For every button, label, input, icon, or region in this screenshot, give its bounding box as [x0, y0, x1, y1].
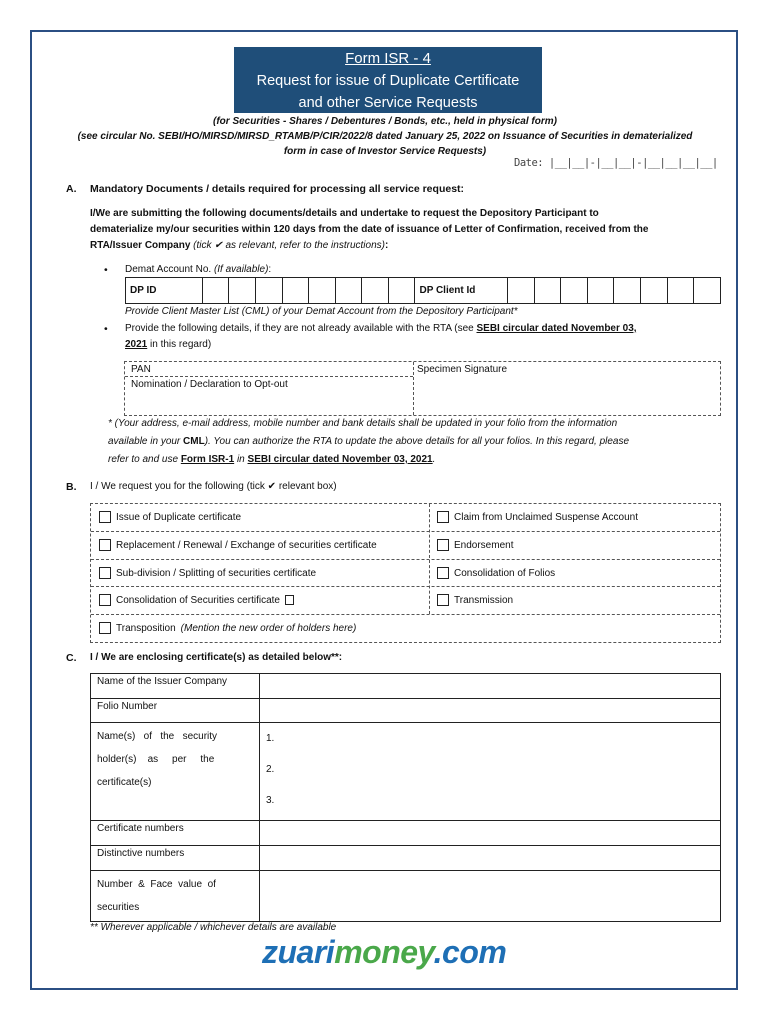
face-value-input[interactable]	[260, 871, 721, 922]
checkbox[interactable]	[99, 511, 111, 523]
option-sub-division[interactable]	[99, 567, 316, 579]
option-label: Claim from Unclaimed Suspense Account	[454, 511, 638, 523]
option-claim-unclaimed[interactable]	[437, 511, 638, 523]
bullet-icon: •	[104, 264, 108, 276]
holder-names-input[interactable]	[260, 723, 721, 821]
divider	[91, 586, 720, 587]
sebi-circular-link[interactable]: SEBI circular dated November 03,	[476, 323, 637, 334]
logo-part: zuari	[262, 934, 335, 970]
checkbox[interactable]	[437, 539, 449, 551]
section-b-letter: B.	[66, 481, 77, 493]
checkbox[interactable]	[437, 511, 449, 523]
dp-id-box[interactable]	[202, 278, 229, 304]
option-label: Consolidation of Folios	[454, 567, 556, 579]
form-number: Form ISR - 4	[345, 50, 431, 67]
option-consolidation-securities[interactable]	[99, 594, 294, 606]
sebi-circular-link-year[interactable]: 2021	[125, 339, 148, 350]
pan-label: PAN	[131, 364, 151, 375]
holder-2[interactable]: 2.	[266, 764, 275, 775]
holder-label-line: holder(s) as per the	[97, 754, 215, 765]
pan-details-table	[124, 361, 721, 416]
cml-note: Provide Client Master List (CML) of your Demat Account from the Depository Participant*	[125, 306, 518, 317]
holder-1[interactable]: 1.	[266, 733, 275, 744]
transposition-hint: (Mention the new order of holders here)	[180, 622, 357, 634]
folio-label: Folio Number	[91, 699, 260, 723]
service-request-checklist	[90, 503, 721, 643]
logo-part: money	[334, 934, 434, 970]
tick-instruction: (tick ✔ as relevant, refer to the instructions)	[193, 240, 385, 251]
note-text: in	[236, 454, 245, 465]
face-label-line: Number & Face value of	[97, 879, 216, 890]
demat-label-line	[125, 262, 271, 278]
option-label: Transposition	[116, 622, 176, 634]
provide-end: in this regard)	[150, 339, 212, 350]
checkbox[interactable]	[99, 567, 111, 579]
demat-colon: :	[268, 264, 272, 275]
certificate-details-table	[90, 673, 721, 922]
option-transposition[interactable]	[99, 622, 356, 634]
provide-details-line1	[125, 321, 637, 337]
specimen-signature-label: Specimen Signature	[417, 364, 508, 375]
divider	[91, 614, 720, 615]
face-value-label	[91, 871, 260, 922]
provide-details-line2	[125, 337, 211, 353]
section-a-heading: Mandatory Documents / details required for processing all service request:	[90, 183, 465, 195]
checkbox[interactable]	[437, 567, 449, 579]
form-title-line3: and other Service Requests	[298, 95, 478, 111]
dp-id-box[interactable]	[282, 278, 309, 304]
option-label: Consolidation of Securities certificate	[116, 594, 280, 606]
note-text: ). You can authorize the RTA to update the above details for all your folios. In this regard, please	[204, 436, 630, 447]
logo-part: .com	[433, 934, 507, 970]
issuer-input[interactable]	[260, 674, 721, 699]
demat-hint: (If available)	[213, 264, 269, 275]
nomination-label: Nomination / Declaration to Opt-out	[125, 376, 413, 392]
note-line1: * (Your address, e-mail address, mobile number and bank details shall be updated in your folio from the information	[108, 418, 618, 429]
client-id-box[interactable]	[641, 278, 668, 304]
distinctive-numbers-input[interactable]	[260, 846, 721, 871]
face-label-line: securities	[97, 902, 140, 913]
checkbox[interactable]	[99, 539, 111, 551]
dp-id-label: DP ID	[126, 278, 203, 304]
dp-id-box[interactable]	[255, 278, 282, 304]
option-endorsement[interactable]	[437, 539, 513, 551]
note-cml: CML	[183, 436, 205, 447]
folio-input[interactable]	[260, 699, 721, 723]
dp-id-box[interactable]	[309, 278, 336, 304]
checkbox[interactable]	[99, 622, 111, 634]
client-id-box[interactable]	[694, 278, 721, 304]
client-id-box[interactable]	[534, 278, 561, 304]
holder-label-line: certificate(s)	[97, 777, 152, 788]
issuer-label: Name of the Issuer Company	[91, 674, 260, 699]
rta-label: RTA/Issuer Company	[90, 240, 191, 251]
demat-account-table	[125, 277, 721, 304]
section-a-para1: I/We are submitting the following documents/details and undertake to request the Depository Participant to	[90, 208, 599, 219]
dp-id-box[interactable]	[229, 278, 256, 304]
option-label: Replacement / Renewal / Exchange of securities certificate	[116, 539, 377, 551]
holder-label-line: Name(s) of the security	[97, 731, 218, 742]
client-id-box[interactable]	[508, 278, 535, 304]
divider	[91, 531, 720, 532]
subtitle-line1: (for Securities - Shares / Debentures / Bonds, etc., held in physical form)	[213, 116, 557, 127]
divider	[429, 504, 430, 614]
holder-3[interactable]: 3.	[266, 795, 275, 806]
footnote: ** Wherever applicable / whichever details are available	[90, 922, 337, 933]
bullet-icon: •	[104, 323, 108, 335]
placeholder-glyph-icon	[285, 595, 294, 605]
option-transmission[interactable]	[437, 594, 513, 606]
section-c-heading: I / We are enclosing certificate(s) as detailed below**:	[90, 652, 343, 663]
client-id-box[interactable]	[667, 278, 694, 304]
option-label: Endorsement	[454, 539, 514, 551]
demat-label: Demat Account No.	[125, 264, 212, 275]
checkbox[interactable]	[99, 594, 111, 606]
subtitle-line2: (see circular No. SEBI/HO/MIRSD/MIRSD_RTAMB/P/CIR/2022/8 dated January 25, 2022 on Issuance of Securities in dematerialized	[77, 131, 693, 142]
divider	[91, 559, 720, 560]
holder-names-label	[91, 723, 260, 821]
client-id-box[interactable]	[561, 278, 588, 304]
dp-id-box[interactable]	[362, 278, 389, 304]
option-label: Issue of Duplicate certificate	[116, 511, 242, 523]
section-c-letter: C.	[66, 652, 77, 664]
subtitle-line3: form in case of Investor Service Requests)	[283, 146, 487, 157]
distinctive-numbers-label: Distinctive numbers	[91, 846, 260, 871]
dp-id-box[interactable]	[335, 278, 362, 304]
option-consolidation-folios[interactable]	[437, 567, 555, 579]
note-text: refer to and use	[108, 454, 179, 465]
certificate-numbers-label: Certificate numbers	[91, 821, 260, 846]
dp-client-id-label: DP Client Id	[415, 278, 508, 304]
zuarimoney-logo	[262, 934, 506, 971]
certificate-numbers-input[interactable]	[260, 821, 721, 846]
date-field[interactable]: Date: |__|__|-|__|__|-|__|__|__|__|	[514, 157, 718, 169]
note-line2	[108, 434, 629, 450]
option-duplicate-certificate[interactable]	[99, 511, 241, 523]
section-a-letter: A.	[66, 183, 77, 195]
para3-colon: :	[384, 240, 389, 251]
form-isr1-link[interactable]: Form ISR-1	[180, 454, 235, 465]
section-a-para3	[90, 238, 388, 254]
note-text: .	[432, 454, 436, 465]
section-b-heading: I / We request you for the following (tick ✔ relevant box)	[90, 481, 337, 492]
form-title-box	[234, 47, 542, 113]
option-replacement[interactable]	[99, 539, 377, 551]
client-id-box[interactable]	[614, 278, 641, 304]
note-text: available in your	[108, 436, 181, 447]
option-label: Sub-division / Splitting of securities certificate	[116, 567, 317, 579]
sebi-circular-link[interactable]: SEBI circular dated November 03, 2021	[247, 454, 433, 465]
client-id-box[interactable]	[587, 278, 614, 304]
provide-text: Provide the following details, if they are not already available with the RTA (see	[125, 323, 474, 334]
section-a-para2: dematerialize my/our securities within 120 days from the date of issuance of Letter of Confirmation, received from the	[90, 224, 649, 235]
checkbox[interactable]	[437, 594, 449, 606]
form-title-line2: Request for issue of Duplicate Certificate	[256, 73, 520, 89]
dp-id-box[interactable]	[388, 278, 415, 304]
note-line3	[108, 452, 435, 468]
option-label: Transmission	[454, 594, 514, 606]
